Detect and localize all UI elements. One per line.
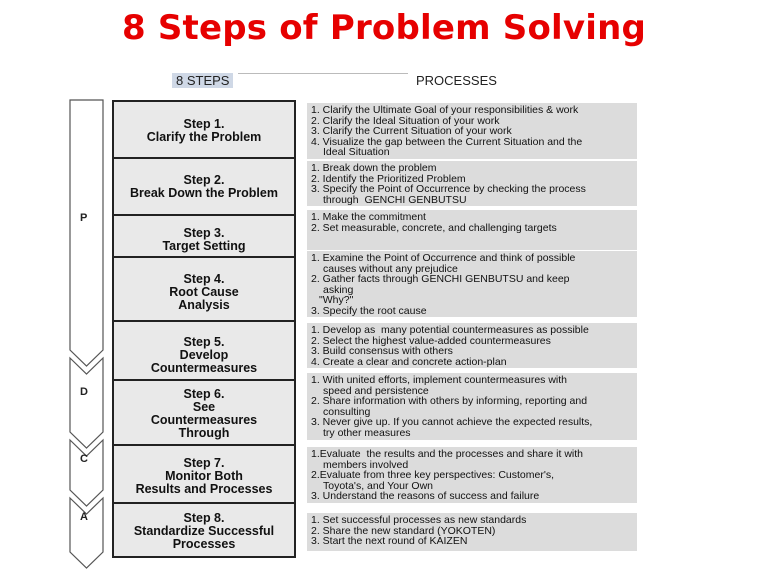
process-line: 2. Select the highest value-added countermeasures bbox=[311, 334, 551, 347]
process-line: "Why?" bbox=[319, 294, 354, 307]
phase-p-chevron bbox=[70, 100, 103, 366]
step-8-name-1: Standardize Successful bbox=[133, 523, 275, 538]
phase-a-chevron bbox=[70, 498, 103, 568]
process-box-8 bbox=[307, 513, 637, 551]
step-4-name-1: Root Cause bbox=[169, 284, 239, 299]
process-line: members involved bbox=[323, 458, 409, 471]
step-5 bbox=[114, 328, 294, 382]
step-3-name: Target Setting bbox=[162, 239, 246, 253]
process-line: 2. Clarify the Ideal Situation of your work bbox=[311, 114, 500, 127]
process-line: 3. Clarify the Current Situation of your work bbox=[311, 125, 512, 138]
process-line: 1. Break down the problem bbox=[311, 162, 437, 174]
process-box-4 bbox=[307, 251, 637, 317]
process-line: consulting bbox=[323, 405, 371, 418]
process-line: 2. Share the new standard (YOKOTEN) bbox=[311, 524, 496, 537]
step-1 bbox=[114, 108, 294, 154]
process-line: 1.Evaluate the results and the processes and share it with bbox=[311, 448, 583, 460]
step-6-name-3: Through bbox=[178, 426, 230, 440]
processes-header: PROCESSES bbox=[416, 73, 497, 88]
step-1-name: Clarify the Problem bbox=[146, 130, 262, 144]
step-7-label: Step 7. bbox=[183, 455, 225, 470]
process-line: 2. Gather facts through GENCHI GENBUTSU and keep bbox=[311, 273, 570, 286]
process-line: 3. Specify the root cause bbox=[311, 304, 427, 317]
step-5-name-2: Countermeasures bbox=[150, 360, 258, 375]
step-5-name-1: Develop bbox=[179, 347, 229, 362]
step-8-name-2: Processes bbox=[172, 536, 236, 551]
process-box-1 bbox=[307, 103, 637, 159]
phase-p-label: P bbox=[80, 212, 88, 224]
step-1-label: Step 1. bbox=[183, 117, 225, 131]
step-3 bbox=[114, 220, 294, 260]
process-line: speed and persistence bbox=[323, 384, 429, 397]
step-2 bbox=[114, 162, 294, 212]
step-6 bbox=[114, 385, 294, 443]
process-line: 1. Clarify the Ultimate Goal of your responsibilities & work bbox=[311, 104, 579, 116]
header-divider bbox=[238, 73, 408, 74]
process-line: 1. Make the commitment bbox=[311, 211, 426, 223]
step-2-name: Break Down the Problem bbox=[130, 186, 278, 200]
step-3-label: Step 3. bbox=[183, 226, 225, 240]
pdca-chevron-chain bbox=[0, 0, 112, 576]
process-line: 3. Never give up. If you cannot achieve the expected results, bbox=[311, 416, 593, 429]
step-6-name-1: See bbox=[192, 400, 216, 414]
process-box-2 bbox=[307, 161, 637, 206]
process-box-6 bbox=[307, 373, 637, 440]
step-4 bbox=[114, 264, 294, 320]
process-line: Ideal Situation bbox=[323, 146, 390, 159]
process-box-7 bbox=[307, 447, 637, 503]
phase-a-label: A bbox=[80, 511, 88, 523]
phase-d-label: D bbox=[80, 386, 88, 398]
steps-header: 8 STEPS bbox=[172, 73, 233, 88]
process-line: 1. Examine the Point of Occurrence and think of possible bbox=[311, 252, 576, 264]
process-line: 1. Set successful processes as new standards bbox=[311, 514, 527, 526]
step-7-name-1: Monitor Both bbox=[165, 468, 243, 483]
process-line: try other measures bbox=[323, 426, 411, 439]
step-5-label: Step 5. bbox=[183, 334, 225, 349]
process-line: 4. Create a clear and concrete action-plan bbox=[311, 355, 507, 368]
process-line: 3. Build consensus with others bbox=[311, 345, 453, 358]
page-title: 8 Steps of Problem Solving bbox=[121, 8, 647, 48]
process-line: 3. Start the next round of KAIZEN bbox=[311, 535, 468, 548]
process-box-3 bbox=[307, 210, 637, 250]
step-7 bbox=[114, 450, 294, 502]
process-line: 3. Specify the Point of Occurrence by checking the process bbox=[311, 183, 586, 196]
step-separator bbox=[112, 320, 296, 322]
step-8-label: Step 8. bbox=[183, 510, 225, 525]
process-line: 1. With united efforts, implement countermeasures with bbox=[311, 374, 568, 386]
process-box-5 bbox=[307, 323, 637, 368]
step-8 bbox=[114, 508, 294, 554]
process-line: Toyota's, and Your Own bbox=[323, 479, 433, 492]
process-line: through GENCHI GENBUTSU bbox=[323, 193, 467, 206]
process-line: 2.Evaluate from three key perspectives: Customer's, bbox=[311, 469, 555, 482]
step-4-label: Step 4. bbox=[183, 271, 225, 286]
phase-d-chevron bbox=[70, 358, 103, 448]
process-line: causes without any prejudice bbox=[323, 262, 458, 275]
step-separator bbox=[112, 157, 296, 159]
process-line: 3. Understand the reasons of success and failure bbox=[311, 490, 540, 503]
phase-c-label: C bbox=[80, 453, 88, 465]
steps-column bbox=[112, 100, 296, 558]
phase-c-chevron bbox=[70, 440, 103, 506]
step-6-name-2: Countermeasures bbox=[150, 413, 258, 427]
step-separator bbox=[112, 502, 296, 504]
step-separator bbox=[112, 214, 296, 216]
step-6-label: Step 6. bbox=[183, 387, 225, 401]
step-4-name-2: Analysis bbox=[178, 297, 230, 312]
process-line: 2. Identify the Prioritized Problem bbox=[311, 172, 466, 185]
process-line: asking bbox=[323, 283, 354, 296]
process-line: 2. Set measurable, concrete, and challenging targets bbox=[311, 221, 557, 234]
step-2-label: Step 2. bbox=[183, 173, 225, 187]
step-separator bbox=[112, 256, 296, 258]
step-separator bbox=[112, 444, 296, 446]
step-separator bbox=[112, 379, 296, 381]
step-7-name-2: Results and Processes bbox=[135, 481, 273, 496]
process-line: 4. Visualize the gap between the Current Situation and the bbox=[311, 135, 583, 148]
process-line: 1. Develop as many potential countermeasures as possible bbox=[311, 324, 589, 336]
process-line: 2. Share information with others by informing, reporting and bbox=[311, 395, 588, 408]
